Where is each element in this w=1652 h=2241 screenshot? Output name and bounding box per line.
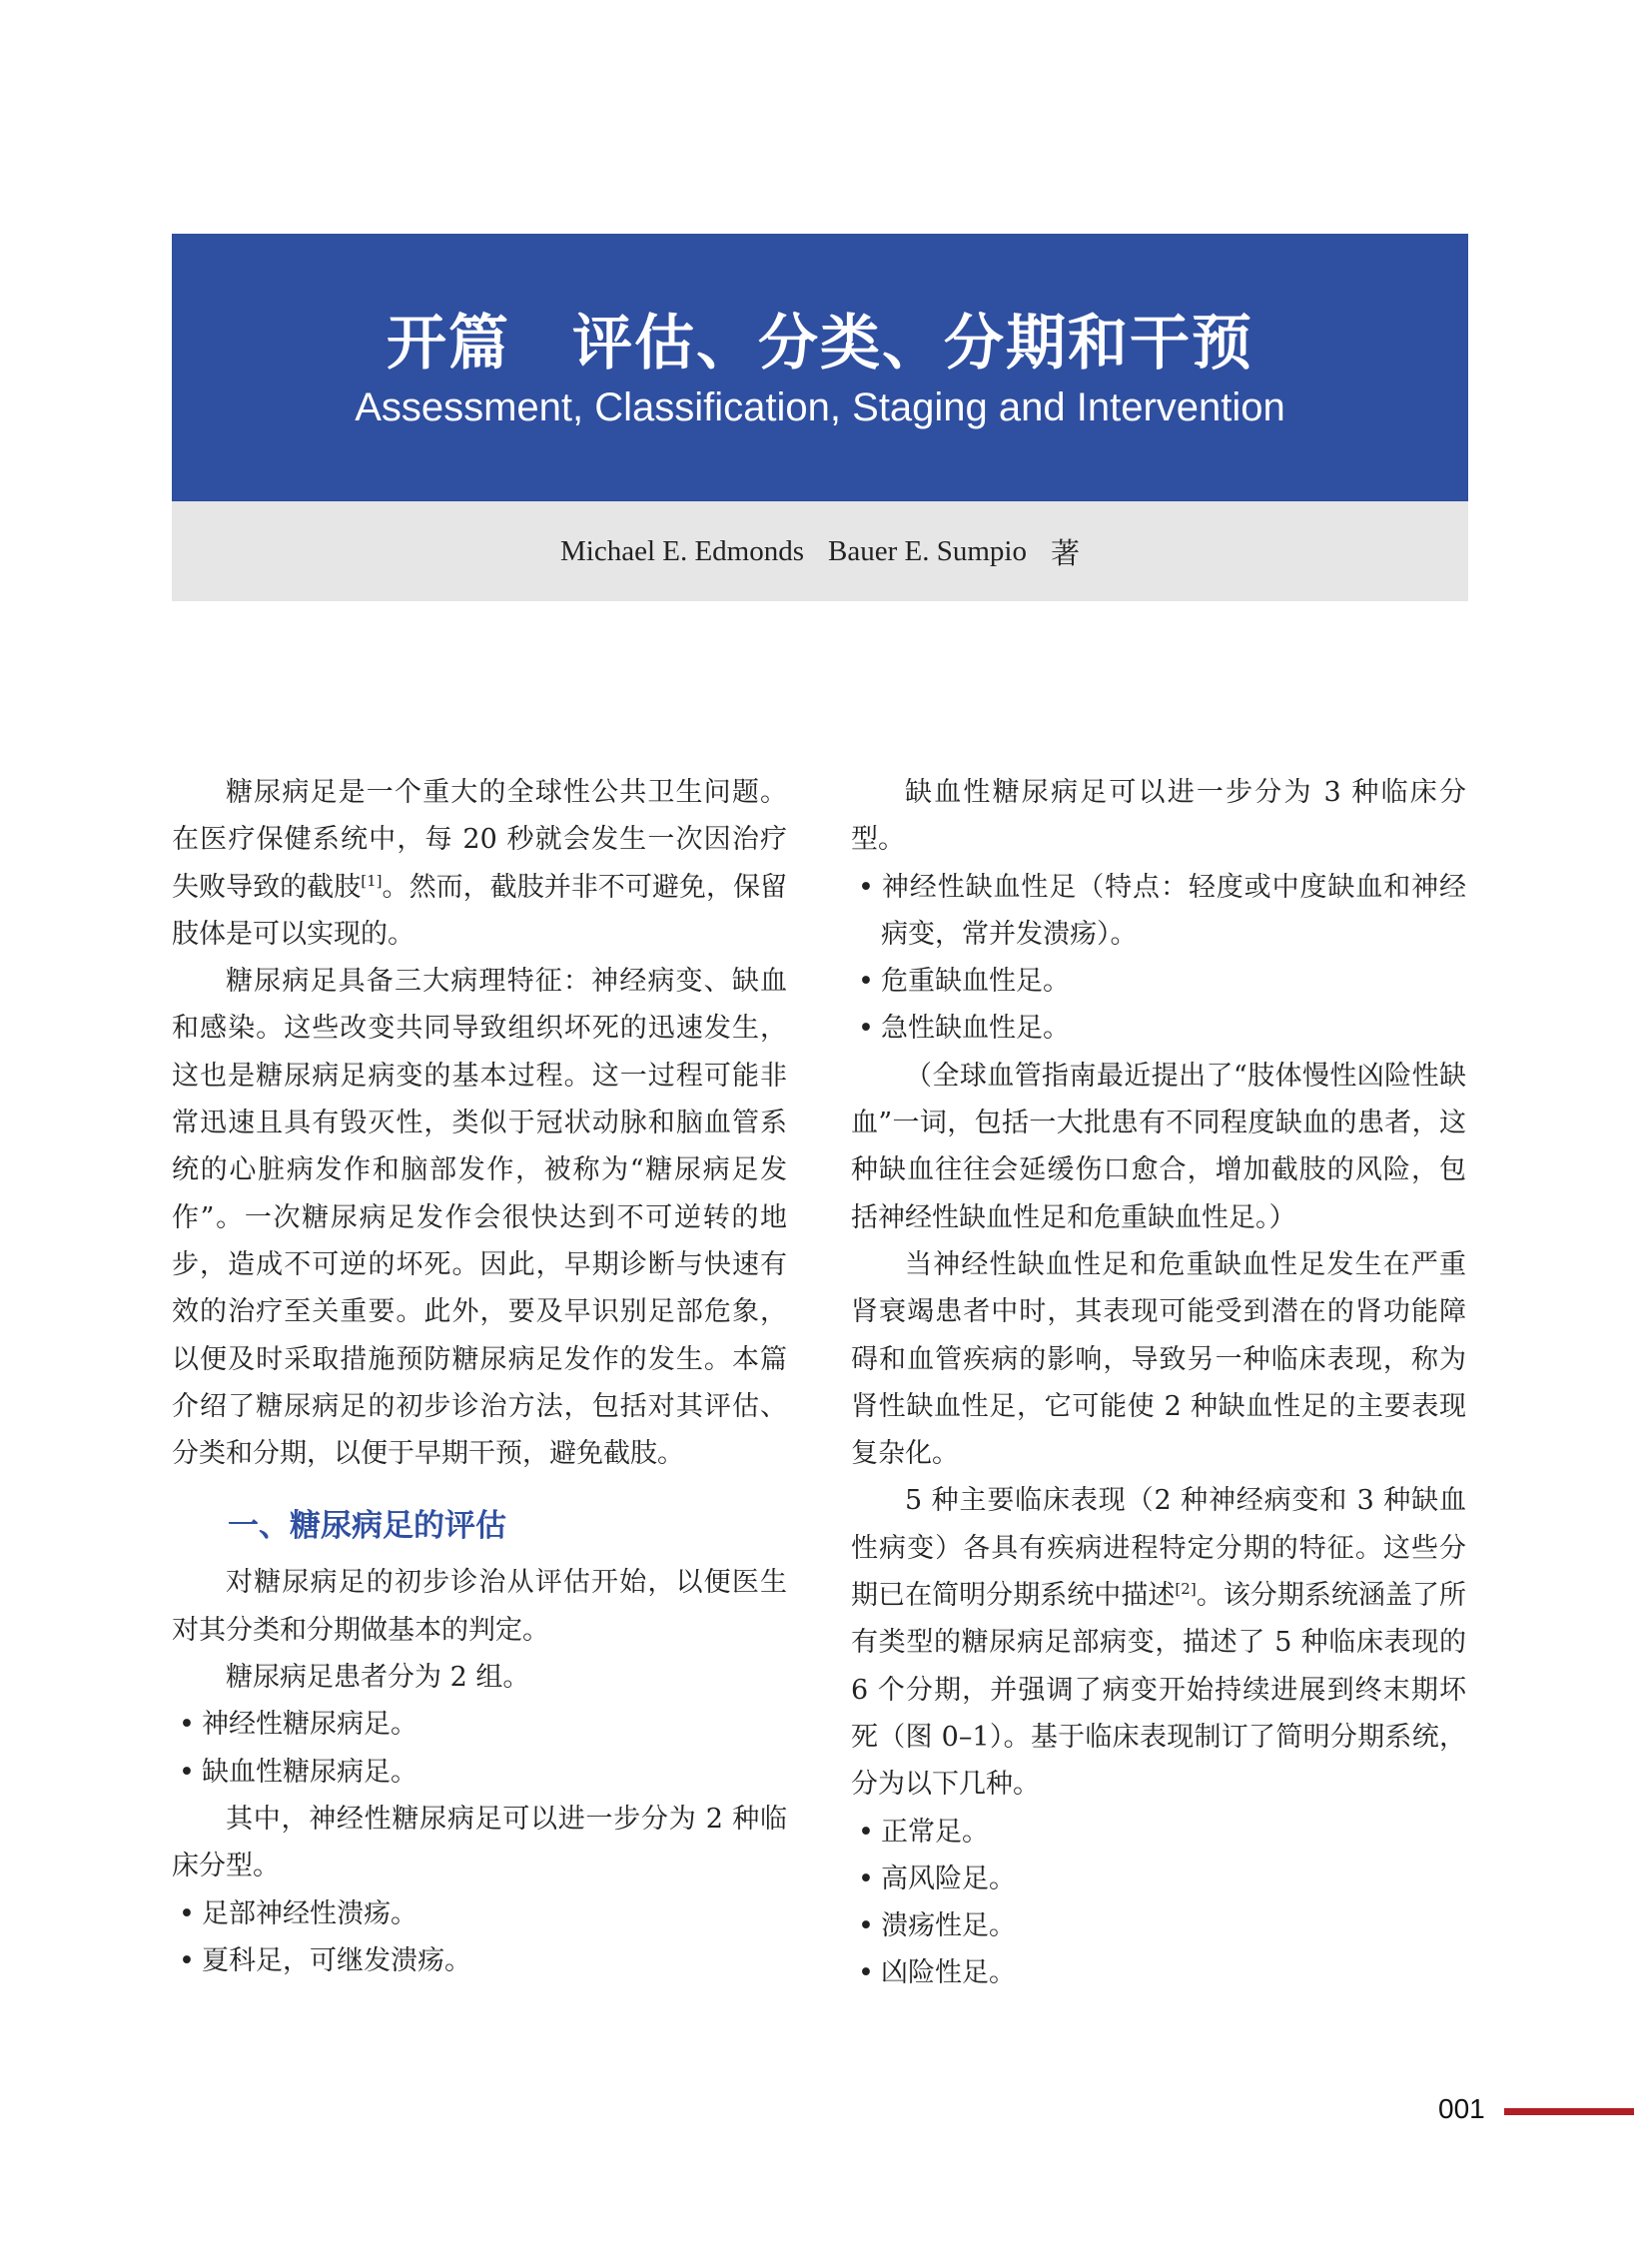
- author-1: Michael E. Edmonds: [559, 534, 805, 567]
- paragraph: 当神经性缺血性足和危重缺血性足发生在严重肾衰竭患者中时，其表现可能受到潜在的肾功能障碍和血管疾病的影响，导致另一种临床表现，称为肾性缺血性足，它可能使 2 种缺血性足的主要表现复杂化。: [851, 1248, 1466, 1470]
- chapter-title-en: Assessment, Classification, Staging and Intervention: [355, 385, 1285, 429]
- list-item: • 足部神经性溃疡。: [172, 1890, 787, 1937]
- author-2: Bauer E. Sumpio: [828, 534, 1027, 567]
- bullet-icon: •: [858, 1910, 874, 1942]
- bullet-icon: •: [858, 1013, 874, 1045]
- paragraph: 对糖尿病足的初步诊治从评估开始，以便医生对其分类和分期做基本的判定。: [172, 1567, 787, 1646]
- paragraph: 缺血性糖尿病足可以进一步分为 3 种临床分型。: [851, 777, 1466, 856]
- author-suffix: 著: [1050, 537, 1080, 570]
- bullet-icon: •: [179, 1944, 195, 1976]
- page-number: 001: [1438, 2093, 1485, 2124]
- left-column: [172, 769, 787, 1984]
- bullet-icon: •: [858, 1957, 874, 1989]
- bullet-icon: •: [858, 966, 874, 998]
- list-item: • 正常足。: [851, 1809, 1466, 1856]
- list-item: • 高风险足。: [851, 1856, 1466, 1902]
- bullet-icon: •: [858, 1863, 874, 1894]
- bullet-icon: •: [179, 1756, 195, 1788]
- citation: [1]: [361, 871, 383, 890]
- paragraph: 5 种主要临床表现（2 种神经病变和 3 种缺血性病变）各具有疾病进程特定分期的特征。这些分期已在简明分期系统中描述[2]。该分期系统涵盖了所有类型的糖尿病足部病变，描述了 5 种临床表现的 6 个分期，并强调了病变开始持续进展到终末期坏死（图 0–1）。基于临床表现制订了简明分期系统，分为以下几种。: [851, 1485, 1467, 1801]
- paragraph: 糖尿病足患者分为 2 组。: [226, 1662, 530, 1694]
- paragraph: 其中，神经性糖尿病足可以进一步分为 2 种临床分型。: [172, 1803, 787, 1882]
- list-item: • 溃疡性足。: [851, 1902, 1466, 1949]
- section-heading: 一、糖尿病足的评估: [228, 1508, 506, 1545]
- title-banner: [172, 234, 1468, 501]
- list-item: • 缺血性糖尿病足。: [172, 1749, 787, 1796]
- right-column: [851, 769, 1466, 1997]
- bullet-icon: •: [858, 871, 874, 903]
- paragraph: 糖尿病足具备三大病理特征：神经病变、缺血和感染。这些改变共同导致组织坏死的迅速发生，这也是糖尿病足病变的基本过程。这一过程可能非常迅速且具有毁灭性，类似于冠状动脉和脑血管系统的心脏病发作和脑部发作，被称为“糖尿病足发作”。一次糖尿病足发作会很快达到不可逆转的地步，造成不可逆的坏死。因此，早期诊断与快速有效的治疗至关重要。此外，要及早识别足部危象，以便及时采取措施预防糖尿病足发作的发生。本篇介绍了糖尿病足的初步诊治方法，包括对其评估、分类和分期，以便于早期干预，避免截肢。: [172, 966, 787, 1470]
- list-item: • 神经性缺血性足（特点：轻度或中度缺血和神经病变，常并发溃疡）。: [851, 864, 1466, 959]
- bullet-icon: •: [179, 1897, 195, 1929]
- list-item: • 急性缺血性足。: [851, 1005, 1466, 1052]
- paragraph: 糖尿病足是一个重大的全球性公共卫生问题。在医疗保健系统中，每 20 秒就会发生一次因治疗失败导致的截肢[1]。然而，截肢并非不可避免，保留肢体是可以实现的。: [172, 777, 788, 950]
- citation: [2]: [1175, 1580, 1197, 1599]
- list-item: • 危重缺血性足。: [851, 958, 1466, 1005]
- list-item: • 凶险性足。: [851, 1949, 1466, 1996]
- bullet-icon: •: [179, 1709, 195, 1741]
- bullet-icon: •: [858, 1816, 874, 1848]
- list-item: • 夏科足，可继发溃疡。: [172, 1937, 787, 1984]
- list-item: • 神经性糖尿病足。: [172, 1701, 787, 1748]
- chapter-title-zh: 开篇 评估、分类、分期和干预: [387, 309, 1253, 378]
- author-bar: [172, 501, 1468, 601]
- footer-accent-rule: [1504, 2108, 1634, 2115]
- paragraph: （全球血管指南最近提出了“肢体慢性凶险性缺血”一词，包括一大批患有不同程度缺血的患者，这种缺血往往会延缓伤口愈合，增加截肢的风险，包括神经性缺血性足和危重缺血性足。）: [851, 1060, 1466, 1233]
